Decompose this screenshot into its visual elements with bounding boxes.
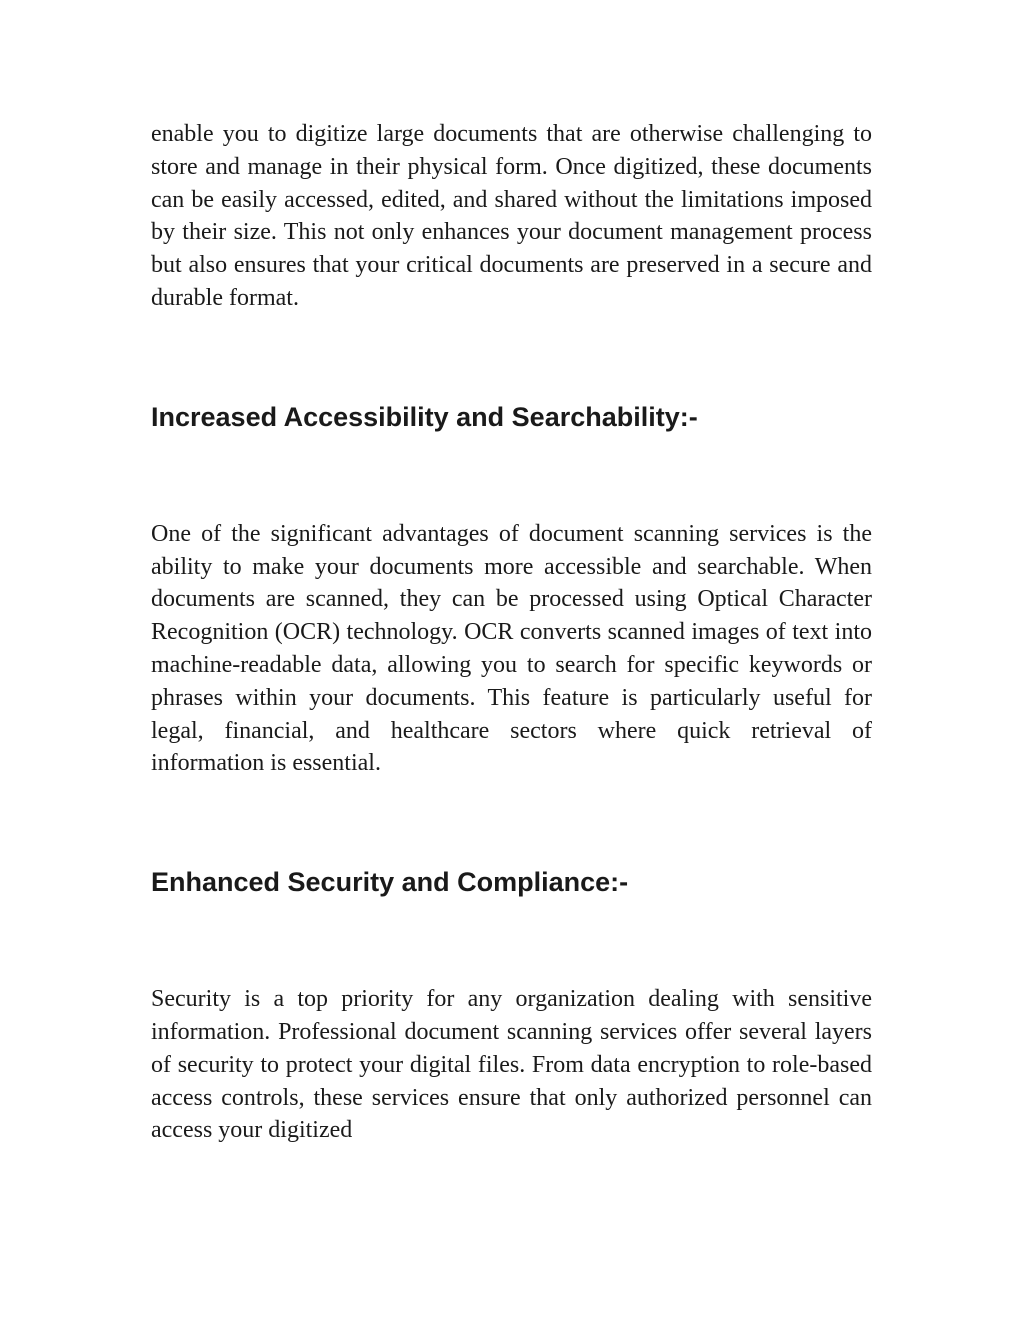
- section-heading-accessibility: Increased Accessibility and Searchability:-: [151, 401, 698, 432]
- paragraph-intro-continuation: enable you to digitize large documents that are otherwise challenging to store and manage in their physical form. Once digitized, these documents can be easily accessed, edited, and shared without the limitations imposed by their size. This not only enhances your document management process but also ensures that your critical documents are preserved in a secure and durable format.: [151, 121, 872, 311]
- paragraph-security: Security is a top priority for any organization dealing with sensitive information. Professional document scanning services offer several layers of security to protect your digital files. From data encryption to role-based access controls, these services ensure that only authorized personnel can access your digitized: [151, 986, 872, 1144]
- document-body: [151, 118, 872, 1147]
- paragraph-accessibility: One of the significant advantages of document scanning services is the ability to make your documents more accessible and searchable. When documents are scanned, they can be processed using Optical Character Recognition (OCR) technology. OCR converts scanned images of text into machine-readable data, allowing you to search for specific keywords or phrases within your documents. This feature is particularly useful for legal, financial, and healthcare sectors where quick retrieval of information is essential.: [151, 520, 872, 777]
- section-heading-security: Enhanced Security and Compliance:-: [151, 867, 629, 898]
